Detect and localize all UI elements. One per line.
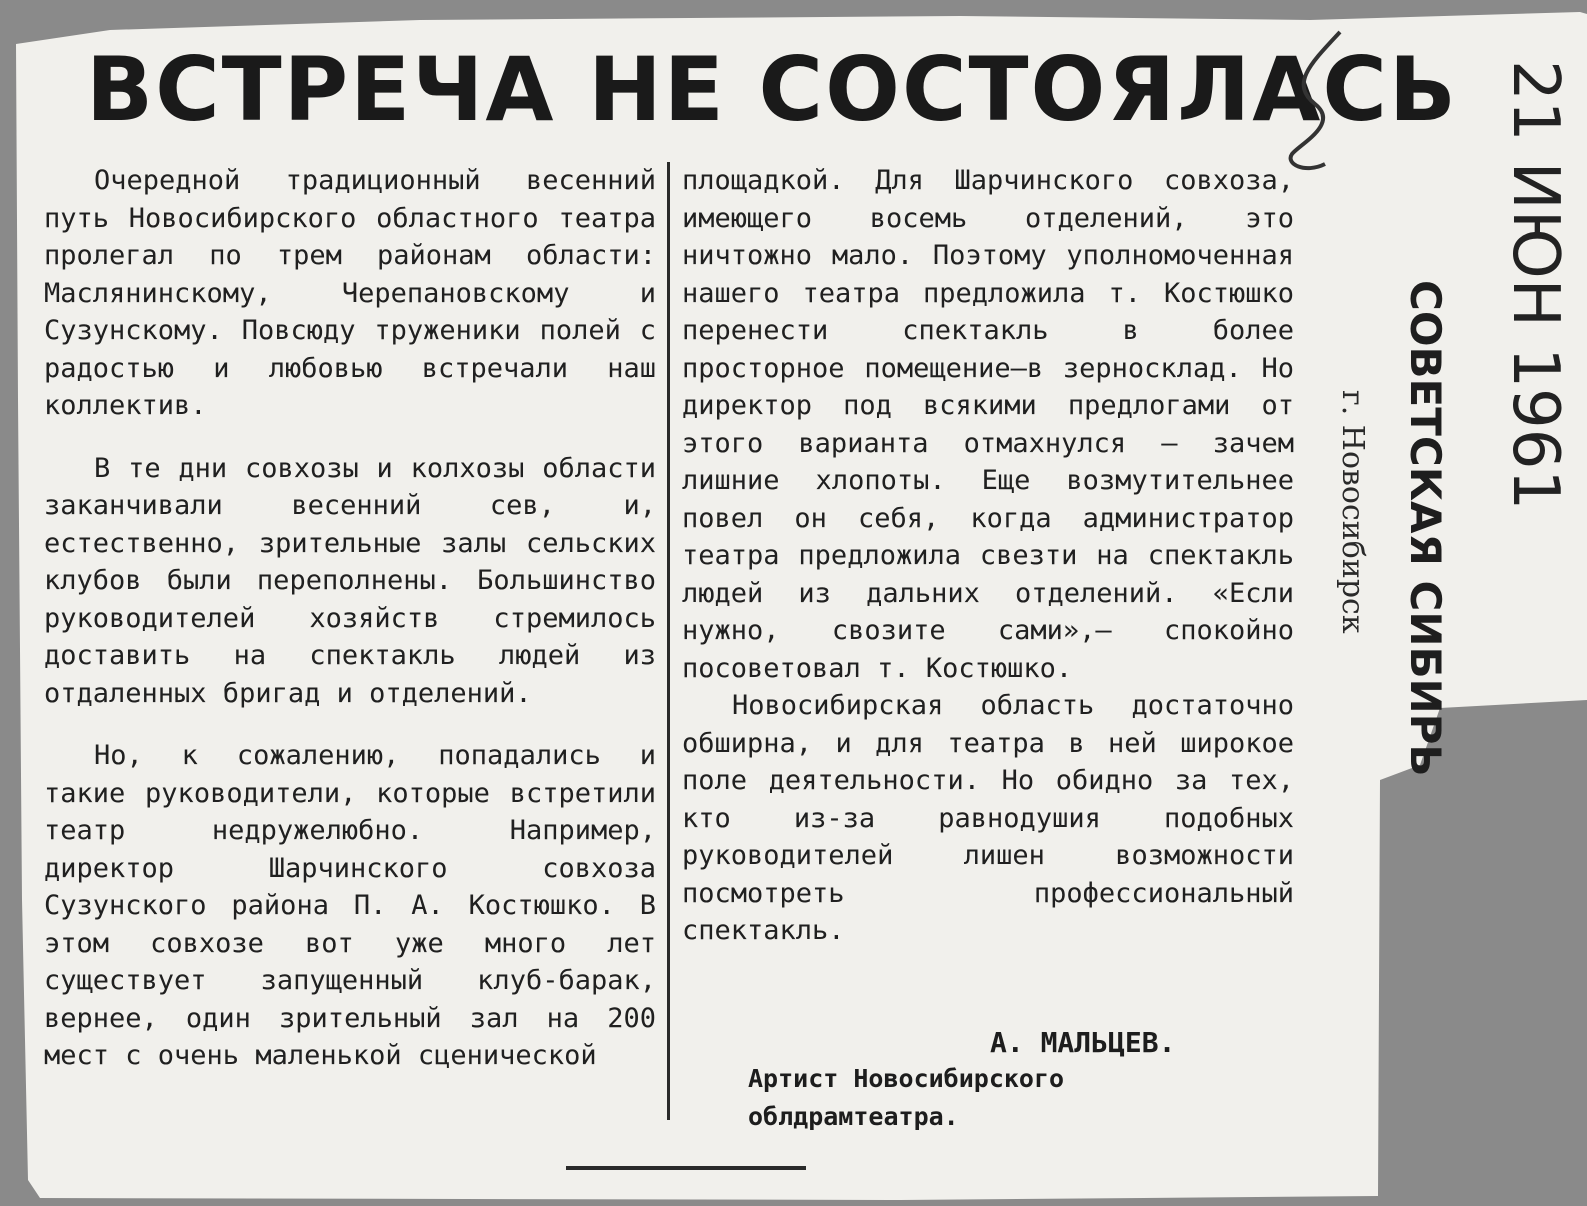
stamp-newspaper: СОВЕТСКАЯ СИБИРЬ <box>1401 280 1450 777</box>
stamp-city: г. Новосибирск <box>1335 390 1370 634</box>
bottom-rule <box>566 1166 806 1170</box>
right-column <box>682 162 1294 1092</box>
column-divider <box>667 162 670 1120</box>
paragraph-2: В те дни совхозы и колхозы области заканчивали весенний сев, и, естественно, зрительные залы сельских клубов были переполнены. Большинство руководителей хозяйств стремилось доставить на спектакль людей из отдаленных бригад и отделений. <box>44 452 656 709</box>
paragraph-3-continued: площадкой. Для Шарчинского совхоза, имеющего восемь отделений, это ничтожно мало. Поэтому уполномоченная нашего театра предложила т. Костюшко перенести спектакль в более просторное помещение—в зерносклад. Но директор под всякими предлогами от этого варианта отмахнулся — зачем лишние хлопоты. Еще возмутительнее повел он себя, когда администратор театра предложила свезти на спектакль людей из дальних отделений. «Если нужно, свозите сами»,— спокойно посоветовал т. Костюшко. <box>682 165 1294 684</box>
pencil-mark-icon <box>1270 24 1360 184</box>
author-role: Артист Новосибирского облдрамтеатра. <box>748 1064 1065 1131</box>
stamp-date: 21 ИЮН 1961 <box>1498 60 1572 511</box>
author-name: А. МАЛЬЦЕВ. <box>990 1026 1176 1059</box>
paragraph-4: Новосибирская область достаточно обширна, и для театра в ней широкое поле деятельности. Но обидно за тех, кто из-за равнодушия подобных руководителей лишен возможности посмотреть профессиональный спектакль. <box>682 690 1294 946</box>
article-title: ВСТРЕЧА НЕ СОСТОЯЛАСЬ <box>86 38 1458 141</box>
paragraph-3: Но, к сожалению, попадались и такие руководители, которые встретили театр недружелюбно. Например, директор Шарчинского совхоза Сузунского района П. А. Костюшко. В этом совхозе вот уже много лет существует запущенный клуб-барак, вернее, один зрительный зал на 200 мест с очень маленькой сценической <box>44 740 656 1071</box>
paragraph-1: Очередной традиционный весенний путь Новосибирского областного театра пролегал по трем районам области: Маслянинскому, Черепановскому и Сузунскому. Повсюду труженики полей с радостью и любовью встречали наш коллектив. <box>44 165 656 421</box>
left-column <box>44 162 656 1142</box>
